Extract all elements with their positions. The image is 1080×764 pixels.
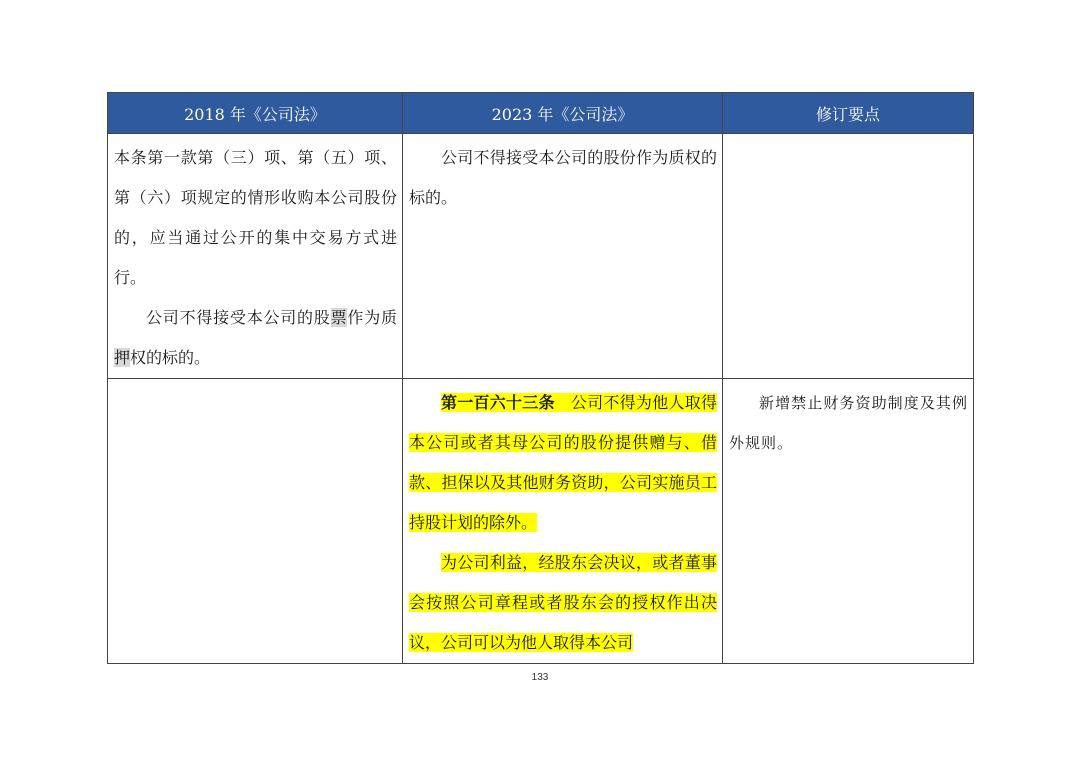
text-run: 权的标的。	[130, 348, 211, 367]
header-2023-law: 2023 年《公司法》	[403, 93, 723, 134]
table-header-row	[108, 93, 974, 134]
cell-2023-text	[403, 379, 723, 664]
table-row	[108, 379, 974, 664]
paragraph: 公司不得接受本公司的股份作为质权的标的。	[409, 148, 717, 207]
paragraph	[409, 543, 717, 663]
text-run: 作为质	[347, 308, 397, 327]
revision-note-text: 新增禁止财务资助制度及其例外规则。	[729, 394, 968, 452]
cell-2023-text	[403, 134, 723, 379]
paragraph: 本条第一款第（三）项、第（五）项、第（六）项规定的情形收购本公司股份的，应当通过公开的集中交易方式进行。	[114, 148, 397, 287]
cell-2018-text	[108, 134, 403, 379]
cell-revision-note	[723, 379, 974, 664]
header-2018-law: 2018 年《公司法》	[108, 93, 403, 134]
marked-character: 押	[114, 348, 131, 367]
text-run: 公司不得为他人取得本公司或者其母公司的股份提供赠与、借款、担保以及其他财务资助，公司实施员工持股计划的除外。	[409, 393, 717, 532]
paragraph	[114, 298, 397, 378]
paragraph	[409, 383, 717, 543]
highlighted-text: 为公司利益，经股东会决议，或者董事会按照公司章程或者股东会的授权作出决议，公司可以为他人取得本公司	[409, 553, 717, 652]
table-row	[108, 134, 974, 379]
header-revision-points: 修订要点	[723, 93, 974, 134]
article-number: 第一百六十三条	[441, 393, 555, 412]
cell-revision-note	[723, 134, 974, 379]
highlighted-text	[409, 393, 717, 532]
page-number: 133	[531, 672, 549, 683]
cell-2018-text	[108, 379, 403, 664]
marked-character: 票	[330, 308, 348, 327]
text-run: 公司不得接受本公司的股	[146, 308, 331, 327]
law-comparison-table	[107, 92, 974, 664]
